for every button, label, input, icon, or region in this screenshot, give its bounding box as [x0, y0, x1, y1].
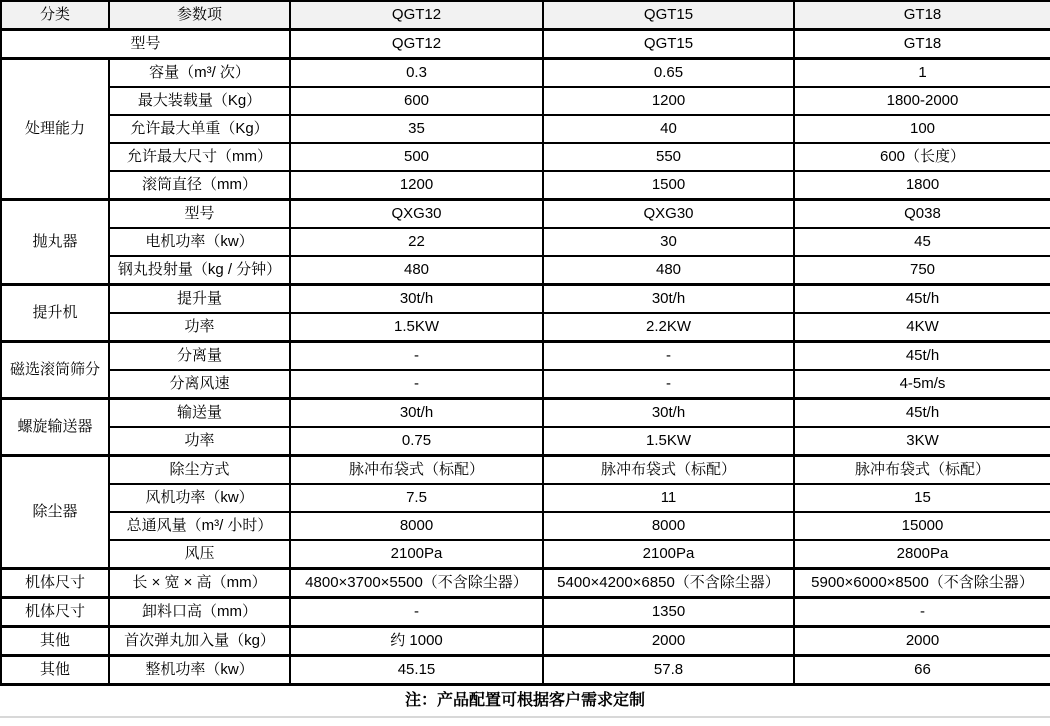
table-row — [1, 171, 1050, 200]
category-cell: 螺旋输送器 — [1, 399, 109, 456]
value-cell: 2000 — [543, 627, 794, 656]
table-row — [1, 342, 1050, 371]
table-row — [1, 598, 1050, 627]
value-cell: 600 — [290, 87, 543, 115]
value-cell: - — [290, 370, 543, 399]
param-cell: 整机功率（kw） — [109, 656, 290, 685]
param-cell: 功率 — [109, 427, 290, 456]
value-cell: 7.5 — [290, 484, 543, 512]
header-cell-param: 参数项 — [109, 1, 290, 30]
table-row — [1, 627, 1050, 656]
value-cell: 480 — [543, 256, 794, 285]
table-row — [1, 656, 1050, 685]
param-cell: 输送量 — [109, 399, 290, 428]
table-row — [1, 285, 1050, 314]
value-cell: 35 — [290, 115, 543, 143]
value-cell: 1200 — [290, 171, 543, 200]
value-cell: - — [290, 598, 543, 627]
value-cell: 22 — [290, 228, 543, 256]
value-cell: 2800Pa — [794, 540, 1050, 569]
param-cell: 允许最大尺寸（mm） — [109, 143, 290, 171]
value-cell: 约 1000 — [290, 627, 543, 656]
param-cell: 分离量 — [109, 342, 290, 371]
value-cell: 750 — [794, 256, 1050, 285]
value-cell: 0.75 — [290, 427, 543, 456]
value-cell: 1200 — [543, 87, 794, 115]
value-cell: 30t/h — [290, 285, 543, 314]
table-row — [1, 200, 1050, 229]
value-cell: 脉冲布袋式（标配） — [543, 456, 794, 485]
value-cell: 40 — [543, 115, 794, 143]
value-cell: - — [543, 342, 794, 371]
value-cell: - — [543, 370, 794, 399]
value-cell: 1800 — [794, 171, 1050, 200]
param-cell: 总通风量（m³/ 小时） — [109, 512, 290, 540]
table-row — [1, 370, 1050, 399]
value-cell: 1350 — [543, 598, 794, 627]
value-cell: QGT15 — [543, 30, 794, 59]
value-cell: QGT12 — [290, 30, 543, 59]
value-cell: 2.2KW — [543, 313, 794, 342]
table-row — [1, 313, 1050, 342]
value-cell: 550 — [543, 143, 794, 171]
value-cell: 4KW — [794, 313, 1050, 342]
model-row — [1, 30, 1050, 59]
param-cell: 提升量 — [109, 285, 290, 314]
value-cell: 2000 — [794, 627, 1050, 656]
value-cell: 脉冲布袋式（标配） — [290, 456, 543, 485]
table-row — [1, 143, 1050, 171]
value-cell: 100 — [794, 115, 1050, 143]
table-row — [1, 484, 1050, 512]
value-cell: 45 — [794, 228, 1050, 256]
table-row — [1, 427, 1050, 456]
table-row — [1, 399, 1050, 428]
value-cell: 15000 — [794, 512, 1050, 540]
category-cell: 提升机 — [1, 285, 109, 342]
value-cell: 45.15 — [290, 656, 543, 685]
value-cell: 8000 — [290, 512, 543, 540]
category-cell: 其他 — [1, 656, 109, 685]
param-cell: 钢丸投射量（kg / 分钟） — [109, 256, 290, 285]
param-cell: 卸料口高（mm） — [109, 598, 290, 627]
value-cell: 1 — [794, 59, 1050, 88]
param-cell: 最大装载量（Kg） — [109, 87, 290, 115]
param-cell: 长 × 宽 × 高（mm） — [109, 569, 290, 598]
category-cell: 其他 — [1, 627, 109, 656]
value-cell: GT18 — [794, 30, 1050, 59]
table-row — [1, 256, 1050, 285]
value-cell: 15 — [794, 484, 1050, 512]
value-cell: 66 — [794, 656, 1050, 685]
value-cell: 5400×4200×6850（不含除尘器） — [543, 569, 794, 598]
value-cell: 0.65 — [543, 59, 794, 88]
param-cell: 风机功率（kw） — [109, 484, 290, 512]
param-cell: 型号 — [109, 200, 290, 229]
value-cell: 45t/h — [794, 399, 1050, 428]
footnote: 注：产品配置可根据客户需求定制 — [0, 686, 1050, 718]
param-cell: 除尘方式 — [109, 456, 290, 485]
param-cell: 风压 — [109, 540, 290, 569]
value-cell: 4800×3700×5500（不含除尘器） — [290, 569, 543, 598]
param-cell: 允许最大单重（Kg） — [109, 115, 290, 143]
value-cell: 57.8 — [543, 656, 794, 685]
value-cell: 8000 — [543, 512, 794, 540]
param-cell: 首次弹丸加入量（kg） — [109, 627, 290, 656]
value-cell: 30 — [543, 228, 794, 256]
value-cell: 1500 — [543, 171, 794, 200]
value-cell: 1.5KW — [543, 427, 794, 456]
table-row — [1, 228, 1050, 256]
value-cell: 3KW — [794, 427, 1050, 456]
category-cell: 抛丸器 — [1, 200, 109, 285]
table-row — [1, 569, 1050, 598]
value-cell: 480 — [290, 256, 543, 285]
value-cell: 30t/h — [543, 285, 794, 314]
value-cell: 1800-2000 — [794, 87, 1050, 115]
table-row — [1, 456, 1050, 485]
value-cell: 5900×6000×8500（不含除尘器） — [794, 569, 1050, 598]
param-cell: 分离风速 — [109, 370, 290, 399]
param-cell: 容量（m³/ 次） — [109, 59, 290, 88]
value-cell: 500 — [290, 143, 543, 171]
header-cell-model-1: QGT12 — [290, 1, 543, 30]
value-cell: QXG30 — [543, 200, 794, 229]
value-cell: 30t/h — [543, 399, 794, 428]
value-cell: 2100Pa — [543, 540, 794, 569]
table-row — [1, 115, 1050, 143]
value-cell: Q038 — [794, 200, 1050, 229]
value-cell: 45t/h — [794, 342, 1050, 371]
category-cell: 磁选滚筒筛分 — [1, 342, 109, 399]
category-cell: 处理能力 — [1, 59, 109, 200]
header-cell-model-3: GT18 — [794, 1, 1050, 30]
header-row — [1, 1, 1050, 30]
value-cell: 45t/h — [794, 285, 1050, 314]
table-row — [1, 87, 1050, 115]
category-cell: 机体尺寸 — [1, 598, 109, 627]
header-cell-model-2: QGT15 — [543, 1, 794, 30]
value-cell: 脉冲布袋式（标配） — [794, 456, 1050, 485]
value-cell: 30t/h — [290, 399, 543, 428]
value-cell: 4-5m/s — [794, 370, 1050, 399]
value-cell: 0.3 — [290, 59, 543, 88]
param-cell: 功率 — [109, 313, 290, 342]
header-cell-category: 分类 — [1, 1, 109, 30]
value-cell: QXG30 — [290, 200, 543, 229]
table-row — [1, 59, 1050, 88]
value-cell: 11 — [543, 484, 794, 512]
category-cell: 机体尺寸 — [1, 569, 109, 598]
value-cell: 600（长度） — [794, 143, 1050, 171]
value-cell: 2100Pa — [290, 540, 543, 569]
value-cell: - — [794, 598, 1050, 627]
param-cell: 型号 — [1, 30, 290, 59]
table-row — [1, 512, 1050, 540]
table-row — [1, 540, 1050, 569]
category-cell: 除尘器 — [1, 456, 109, 569]
value-cell: - — [290, 342, 543, 371]
param-cell: 电机功率（kw） — [109, 228, 290, 256]
value-cell: 1.5KW — [290, 313, 543, 342]
param-cell: 滚筒直径（mm） — [109, 171, 290, 200]
